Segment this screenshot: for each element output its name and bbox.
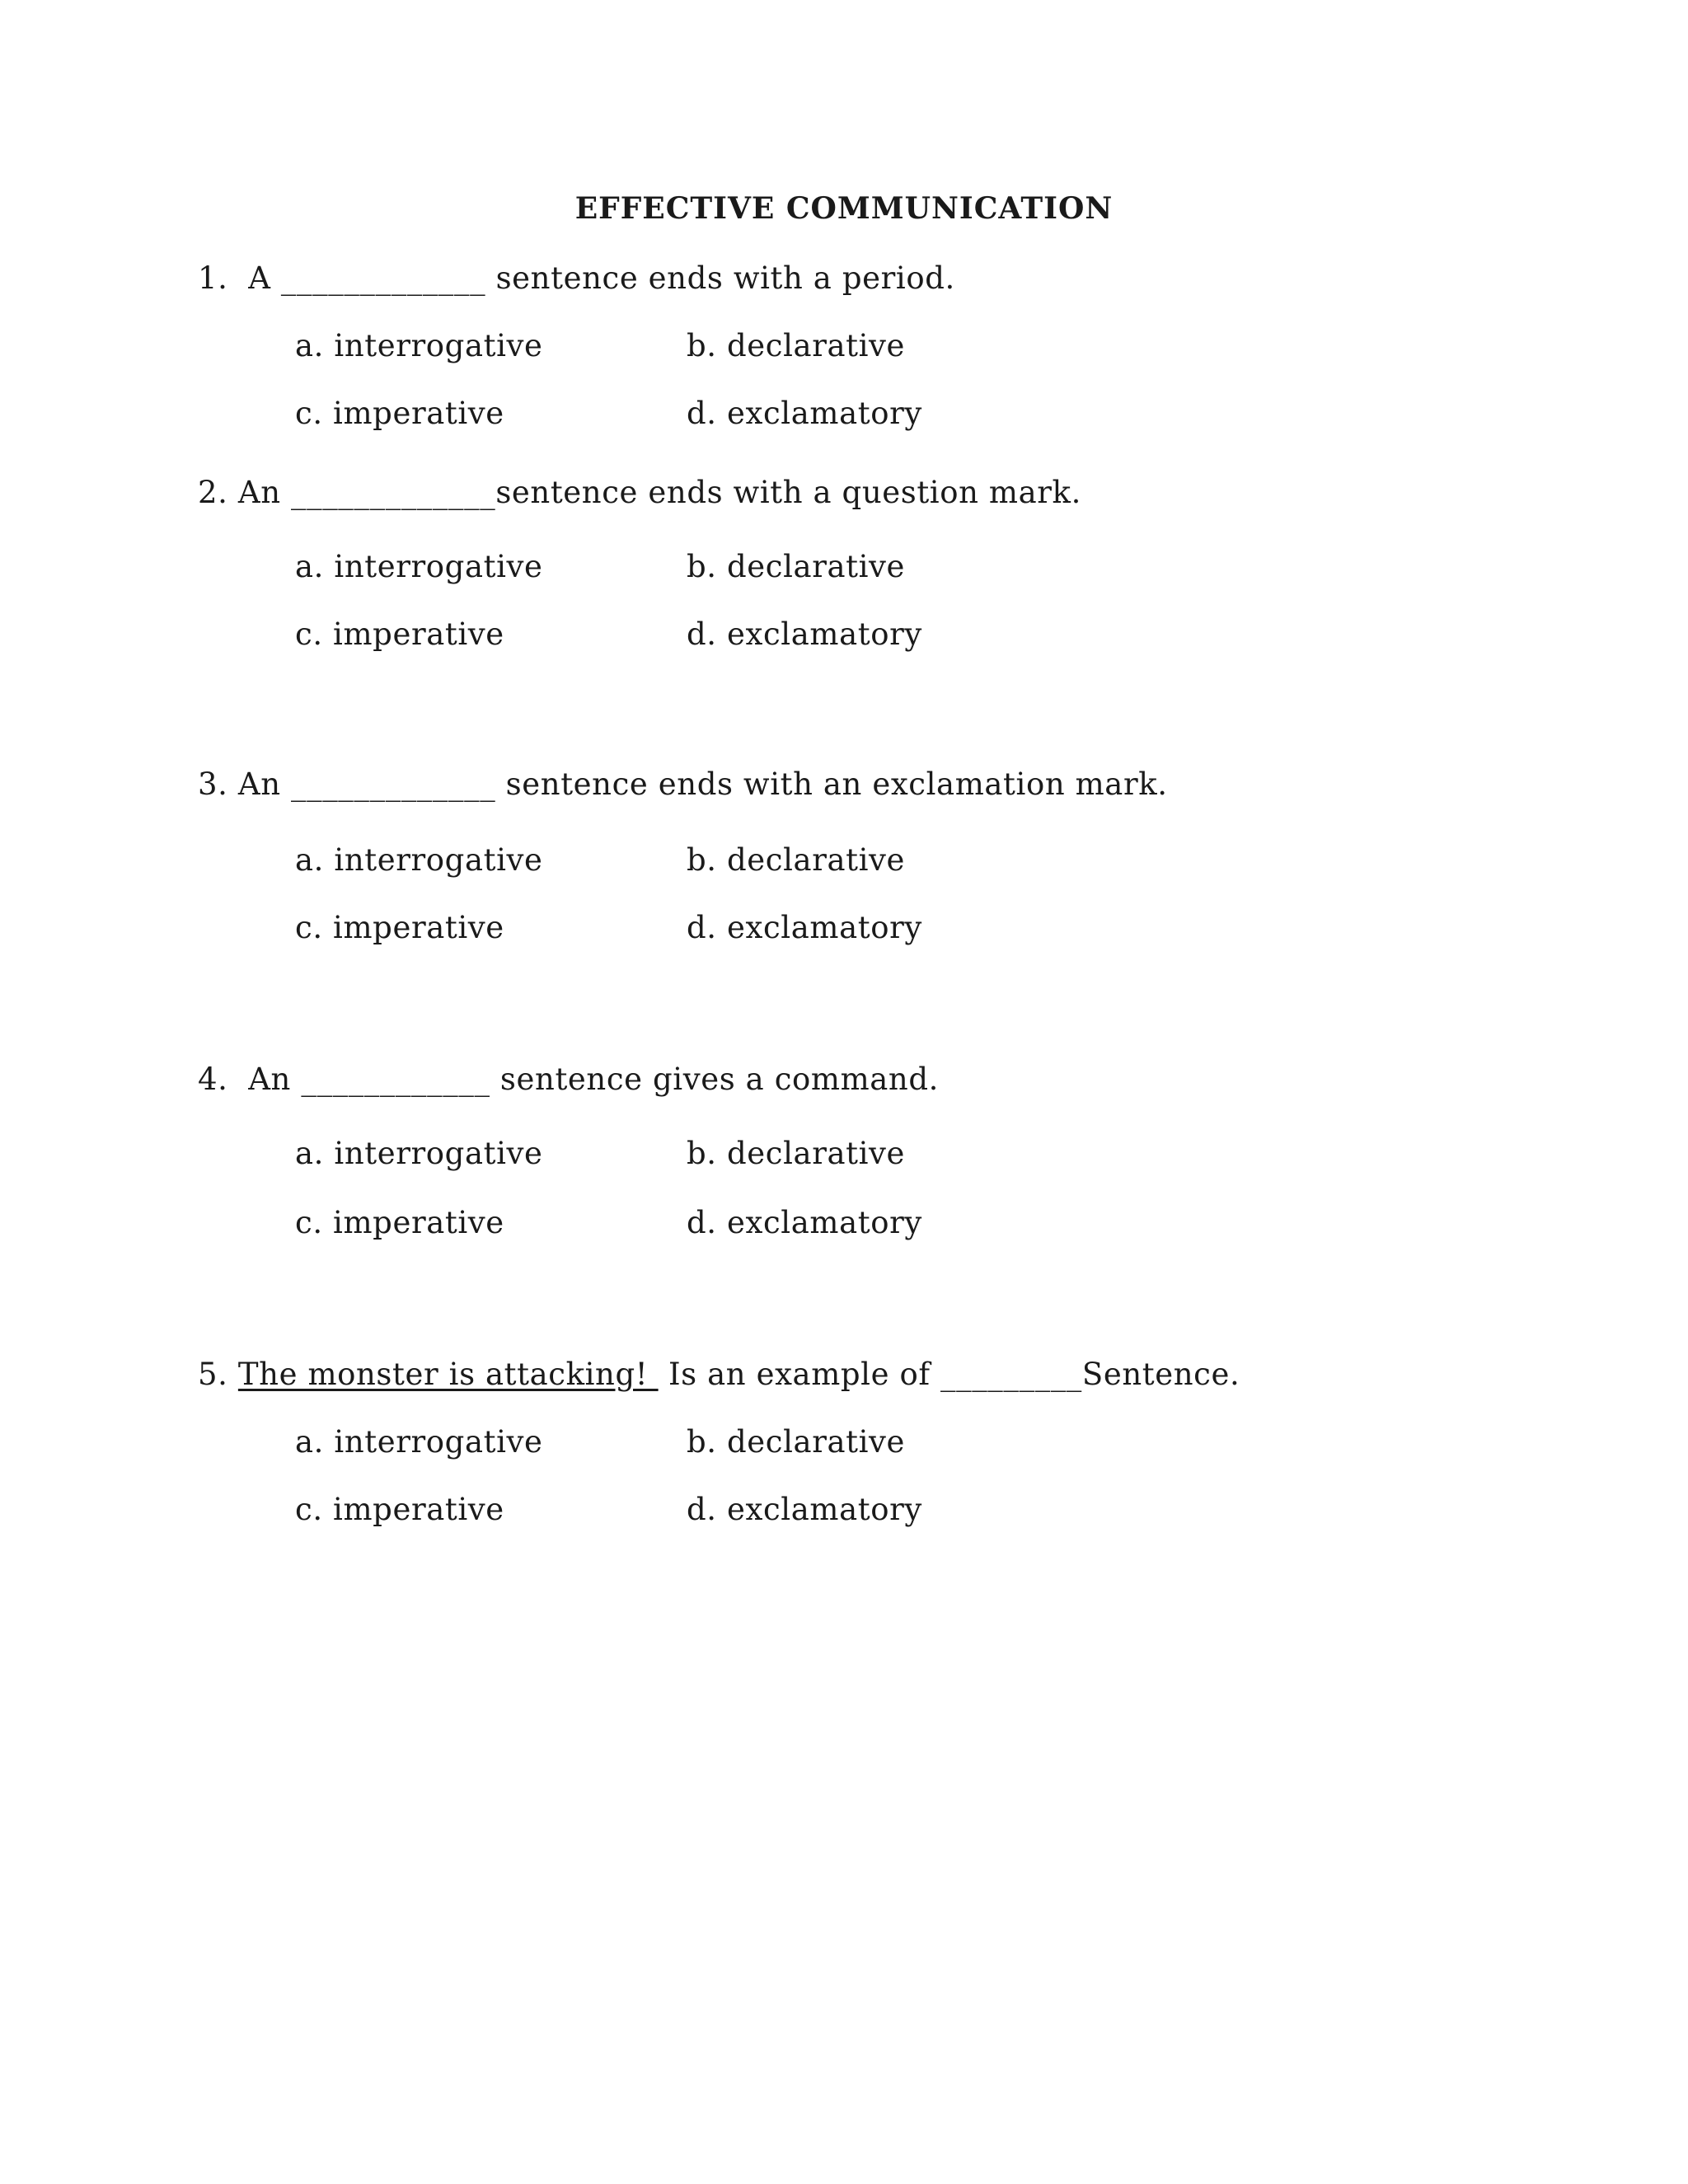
question-text-pre: An	[237, 475, 291, 510]
option-d: d. exclamatory	[687, 910, 922, 945]
option-c: c. imperative	[295, 910, 504, 945]
question-4	[198, 1062, 939, 1097]
question-text-post: sentence ends with an exclamation mark.	[495, 766, 1168, 802]
question-number: 3.	[198, 766, 238, 802]
question-text-post: sentence gives a command.	[490, 1062, 940, 1097]
question-number: 1.	[198, 260, 249, 296]
question-number: 4.	[198, 1062, 249, 1097]
option-d: d. exclamatory	[687, 396, 922, 431]
option-a: a. interrogative	[295, 1424, 543, 1460]
answer-blank: ____________	[301, 1062, 490, 1097]
option-d: d. exclamatory	[687, 616, 922, 652]
option-b: b. declarative	[687, 1136, 906, 1171]
option-c: c. imperative	[295, 1492, 504, 1527]
option-c: c. imperative	[295, 616, 504, 652]
question-1	[198, 260, 955, 296]
option-a: a. interrogative	[295, 842, 543, 878]
question-3	[198, 766, 1168, 802]
option-a: a. interrogative	[295, 549, 543, 584]
question-text-pre: A	[248, 260, 281, 296]
answer-blank: _____________	[291, 475, 496, 510]
answer-blank: _____________	[280, 260, 486, 296]
option-d: d. exclamatory	[687, 1492, 922, 1527]
question-text-pre: An	[237, 766, 291, 802]
question-text-post: Sentence.	[1081, 1357, 1240, 1392]
question-text-pre: An	[248, 1062, 302, 1097]
answer-blank: _________	[940, 1357, 1082, 1392]
question-number: 5.	[198, 1357, 238, 1392]
option-c: c. imperative	[295, 1205, 504, 1240]
option-a: a. interrogative	[295, 328, 543, 363]
option-b: b. declarative	[687, 1424, 906, 1460]
option-a: a. interrogative	[295, 1136, 543, 1171]
option-b: b. declarative	[687, 328, 906, 363]
question-text-post: sentence ends with a period.	[485, 260, 955, 296]
answer-blank: _____________	[291, 766, 496, 802]
question-text-pre: Is an example of	[658, 1357, 940, 1392]
example-sentence: The monster is attacking!	[237, 1357, 659, 1392]
option-b: b. declarative	[687, 549, 906, 584]
option-c: c. imperative	[295, 396, 504, 431]
option-d: d. exclamatory	[687, 1205, 922, 1240]
page-title: EFFECTIVE COMMUNICATION	[574, 191, 1114, 226]
question-2	[198, 475, 1081, 510]
question-text-post: sentence ends with a question mark.	[495, 475, 1081, 510]
question-5	[198, 1357, 1240, 1392]
question-number: 2.	[198, 475, 238, 510]
option-b: b. declarative	[687, 842, 906, 878]
